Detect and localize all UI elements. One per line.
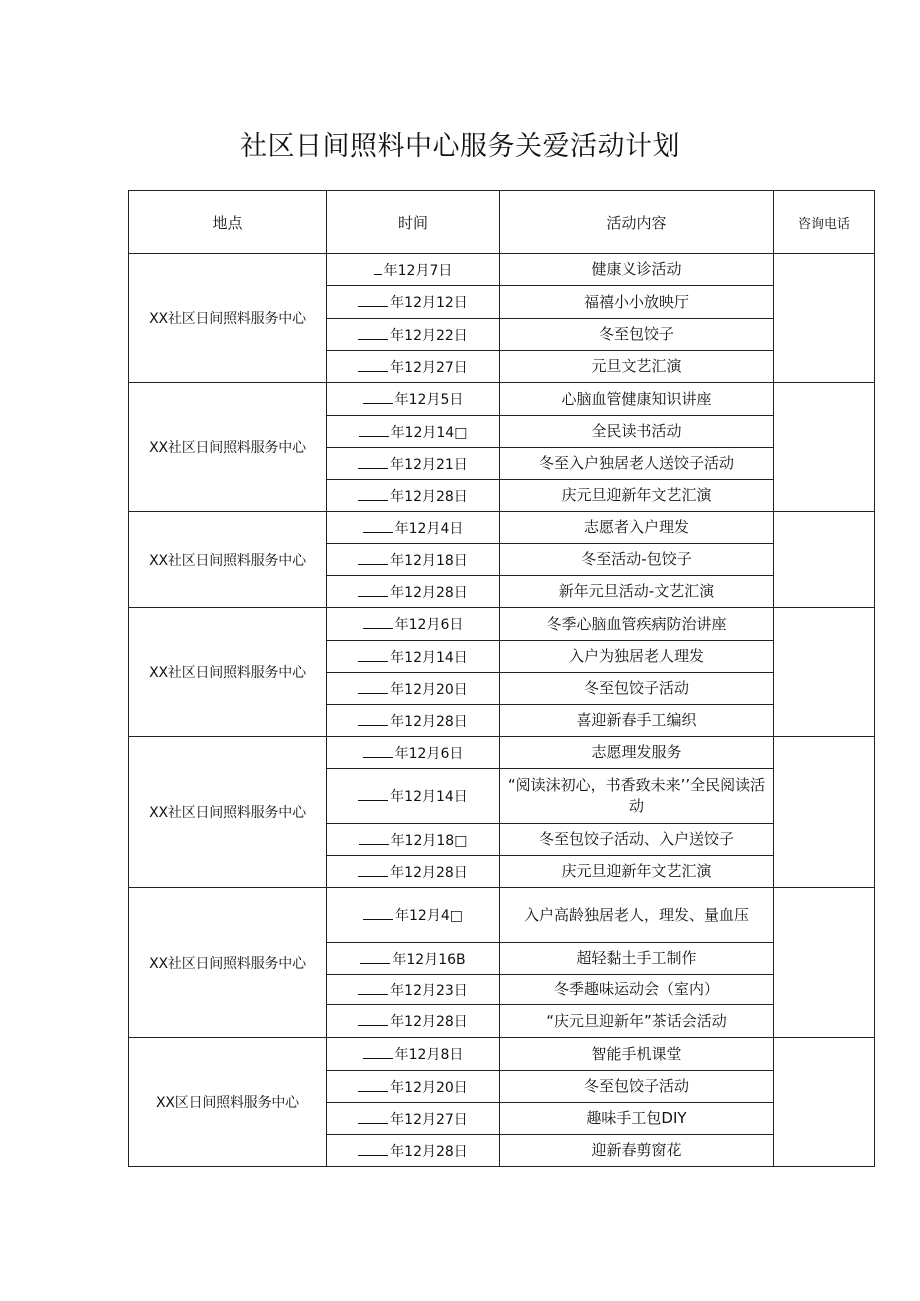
fill-in-blank <box>358 982 388 995</box>
date-cell <box>327 856 500 888</box>
date-text: 年12月14日 <box>390 789 468 805</box>
activity-cell: “阅读沫初心，书香致未来’’全民阅读活动 <box>500 769 774 824</box>
phone-cell <box>774 608 875 737</box>
fill-in-blank <box>363 745 393 758</box>
table-row <box>129 888 875 943</box>
date-cell <box>327 576 500 608</box>
activity-cell: 入户高龄独居老人，理发、量血压 <box>500 888 774 943</box>
fill-in-blank <box>358 1013 388 1026</box>
table-row <box>129 737 875 769</box>
fill-in-blank <box>358 488 388 501</box>
table-row <box>129 254 875 286</box>
activity-cell: 冬季心脑血管疾病防治讲座 <box>500 608 774 641</box>
date-text: 年12月8日 <box>394 1047 464 1063</box>
date-cell <box>327 769 500 824</box>
date-cell <box>327 512 500 544</box>
activity-cell: 冬至活动-包饺子 <box>500 544 774 576</box>
date-text: 年12月20日 <box>390 1079 468 1096</box>
date-text: 年12月12日 <box>390 295 468 311</box>
header-location: 地点 <box>129 191 327 254</box>
fill-in-blank <box>358 1079 388 1092</box>
date-text: 年12月18□ <box>390 832 468 849</box>
date-text: 年12月28日 <box>390 488 468 505</box>
date-cell <box>327 824 500 856</box>
location-cell: XX社区日间照料服务中心 <box>129 737 327 888</box>
date-text: 年12月27日 <box>390 1111 468 1128</box>
phone-cell <box>774 512 875 608</box>
date-text: 年12月28日 <box>390 1143 468 1160</box>
date-cell <box>327 254 500 286</box>
activity-cell: 喜迎新春手工编织 <box>500 705 774 737</box>
activity-cell: 庆元旦迎新年文艺汇演 <box>500 856 774 888</box>
activity-cell: 志愿者入户理发 <box>500 512 774 544</box>
fill-in-blank <box>363 1046 393 1059</box>
date-cell <box>327 286 500 319</box>
fill-in-blank <box>359 832 389 845</box>
date-cell <box>327 705 500 737</box>
fill-in-blank <box>374 262 382 275</box>
date-text: 年12月5日 <box>394 392 464 408</box>
fill-in-blank <box>363 520 393 533</box>
date-cell <box>327 1071 500 1103</box>
activity-cell: 庆元旦迎新年文艺汇演 <box>500 480 774 512</box>
fill-in-blank <box>358 456 388 469</box>
fill-in-blank <box>358 864 388 877</box>
header-time: 时间 <box>327 191 500 254</box>
activity-cell: “庆元旦迎新年”茶话会活动 <box>500 1005 774 1038</box>
date-cell <box>327 1005 500 1038</box>
activity-cell: 志愿理发服务 <box>500 737 774 769</box>
date-text: 年12月22日 <box>390 327 468 344</box>
date-text: 年12月28日 <box>390 864 468 881</box>
fill-in-blank <box>363 391 393 404</box>
fill-in-blank <box>358 681 388 694</box>
header-row <box>129 191 875 254</box>
date-cell <box>327 641 500 673</box>
fill-in-blank <box>358 552 388 565</box>
location-cell: XX社区日间照料服务中心 <box>129 383 327 512</box>
date-text: 年12月23日 <box>390 982 468 999</box>
fill-in-blank <box>358 713 388 726</box>
date-cell <box>327 448 500 480</box>
header-content: 活动内容 <box>500 191 774 254</box>
table-row <box>129 1038 875 1071</box>
activity-cell: 智能手机课堂 <box>500 1038 774 1071</box>
date-cell <box>327 1135 500 1167</box>
date-cell <box>327 416 500 448</box>
activity-cell: 迎新春剪窗花 <box>500 1135 774 1167</box>
date-cell <box>327 351 500 383</box>
date-cell <box>327 737 500 769</box>
fill-in-blank <box>358 1143 388 1156</box>
activity-cell: 入户为独居老人理发 <box>500 641 774 673</box>
activity-cell: 冬至包饺子活动 <box>500 1071 774 1103</box>
activity-cell: 冬至包饺子活动 <box>500 673 774 705</box>
activity-cell: 全民读书活动 <box>500 416 774 448</box>
phone-cell <box>774 1038 875 1167</box>
location-cell: XX社区日间照料服务中心 <box>129 888 327 1038</box>
activity-cell: 冬至入户独居老人送饺子活动 <box>500 448 774 480</box>
date-text: 年12月14□ <box>390 424 468 441</box>
date-text: 年12月28日 <box>390 1014 468 1030</box>
date-text: 年12月18日 <box>390 552 468 569</box>
date-text: 年12月16B <box>392 951 466 968</box>
date-text: 年12月7日 <box>383 262 453 279</box>
fill-in-blank <box>358 294 388 307</box>
fill-in-blank <box>360 951 390 964</box>
date-cell <box>327 1103 500 1135</box>
activity-cell: 超轻黏土手工制作 <box>500 943 774 975</box>
date-text: 年12月20日 <box>390 681 468 698</box>
date-text: 年12月28日 <box>390 584 468 601</box>
fill-in-blank <box>358 649 388 662</box>
date-cell <box>327 480 500 512</box>
header-phone: 咨询电话 <box>774 191 875 254</box>
activity-cell: 冬季趣味运动会（室内） <box>500 975 774 1005</box>
phone-cell <box>774 888 875 1038</box>
date-cell <box>327 608 500 641</box>
table-row <box>129 383 875 416</box>
activity-cell: 冬至包饺子 <box>500 319 774 351</box>
activity-cell: 元旦文艺汇演 <box>500 351 774 383</box>
fill-in-blank <box>363 907 393 920</box>
fill-in-blank <box>358 1111 388 1124</box>
activity-cell: 健康义诊活动 <box>500 254 774 286</box>
fill-in-blank <box>359 424 389 437</box>
location-cell: XX社区日间照料服务中心 <box>129 512 327 608</box>
fill-in-blank <box>358 584 388 597</box>
date-cell <box>327 383 500 416</box>
plan-body <box>129 254 875 1167</box>
date-text: 年12月6日 <box>394 745 464 762</box>
date-text: 年12月27日 <box>390 359 468 376</box>
date-text: 年12月21日 <box>390 456 468 473</box>
date-cell <box>327 673 500 705</box>
date-cell <box>327 943 500 975</box>
phone-cell <box>774 254 875 383</box>
fill-in-blank <box>363 616 393 629</box>
location-cell: XX社区日间照料服务中心 <box>129 608 327 737</box>
phone-cell <box>774 737 875 888</box>
date-cell <box>327 975 500 1005</box>
date-cell <box>327 319 500 351</box>
date-text: 年12月6日 <box>394 617 464 633</box>
activity-cell: 趣味手工包DIY <box>500 1103 774 1135</box>
date-text: 年12月4□ <box>395 908 463 924</box>
page-title: 社区日间照料中心服务关爱活动计划 <box>240 131 680 162</box>
date-cell <box>327 1038 500 1071</box>
location-cell: XX社区日间照料服务中心 <box>129 254 327 383</box>
date-cell <box>327 544 500 576</box>
date-text: 年12月28日 <box>390 713 468 730</box>
date-text: 年12月14日 <box>390 649 468 666</box>
activity-cell: 冬至包饺子活动、入户送饺子 <box>500 824 774 856</box>
fill-in-blank <box>358 327 388 340</box>
phone-cell <box>774 383 875 512</box>
date-cell <box>327 888 500 943</box>
activity-plan-table <box>128 190 875 1167</box>
fill-in-blank <box>358 359 388 372</box>
table-row <box>129 608 875 641</box>
location-cell: XX区日间照料服务中心 <box>129 1038 327 1167</box>
date-text: 年12月4日 <box>394 520 464 537</box>
table-row <box>129 512 875 544</box>
activity-cell: 新年元旦活动-文艺汇演 <box>500 576 774 608</box>
activity-cell: 心脑血管健康知识讲座 <box>500 383 774 416</box>
fill-in-blank <box>358 788 388 801</box>
activity-cell: 福禧小小放映厅 <box>500 286 774 319</box>
